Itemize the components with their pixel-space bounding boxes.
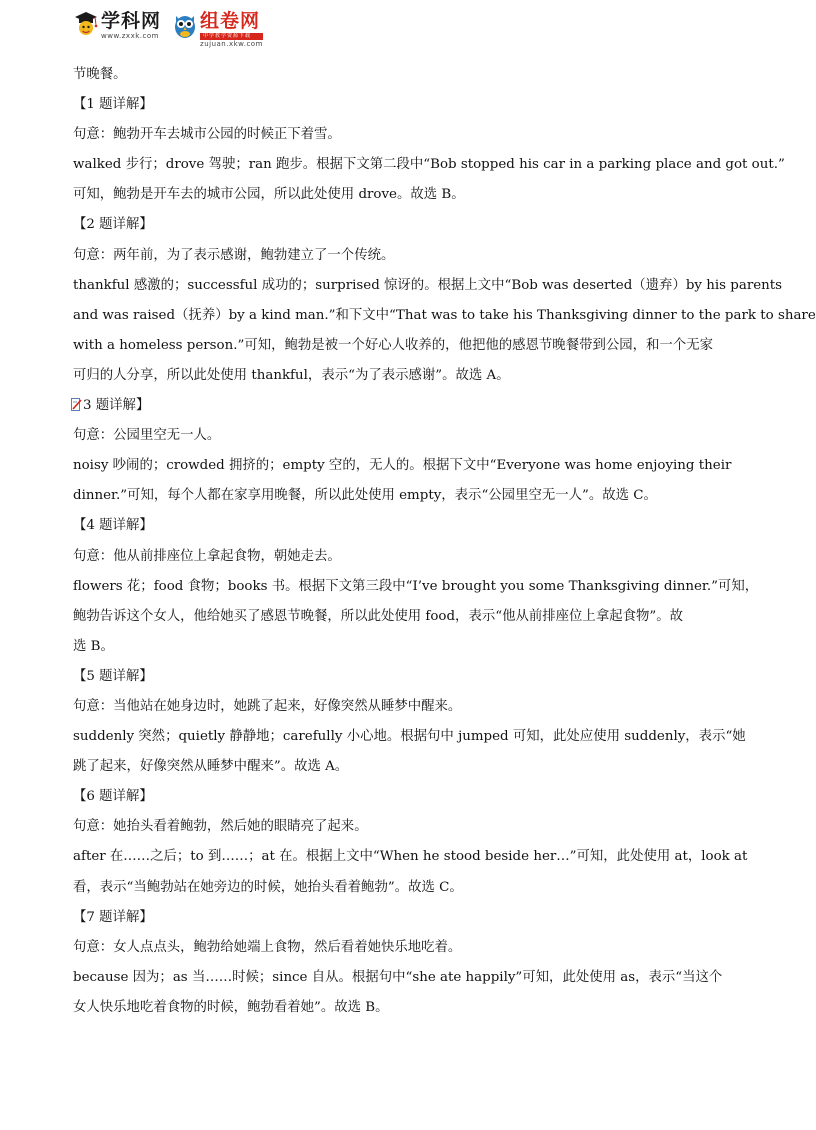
text-line: dinner.”可知，每个人都在家享用晚餐，所以此处使用 empty，表示“公园里空无一人”。故选 C。 (73, 488, 657, 504)
text-line: noisy 吵闹的；crowded 拥挤的；empty 空的，无人的。根据下文中“Everyone was home enjoying their (73, 458, 732, 474)
text-line: 可归的人分享，所以此处使用 thankful，表示“为了表示感谢”。故选 A。 (73, 367, 510, 383)
text-line: 句意：两年前，为了表示感谢，鲍勃建立了一个传统。 (73, 247, 395, 263)
section-heading-4: 【4 题详解】 (73, 518, 153, 534)
text-line: 句意：公园里空无一人。 (73, 428, 221, 444)
text-line: 句意：她抬头看着鲍勃，然后她的眼睛亮了起来。 (73, 819, 368, 835)
xuekewang-name: 学科网 (101, 10, 162, 32)
section-heading-3-row (73, 391, 729, 421)
text-line: with a homeless person.”可知，鲍勃是被一个好心人收养的，他把他的感恩节晚餐带到公园，和一个无家 (73, 337, 713, 353)
section-heading-3: 3 题详解】 (83, 398, 150, 414)
answer-explanations (73, 60, 816, 1023)
text-line: 句意：女人点点头，鲍勃给她端上食物，然后看着她快乐地吃着。 (73, 939, 462, 955)
text-line: 节晚餐。 (73, 67, 127, 82)
text-line: after 在……之后；to 到……；at 在。根据上文中“When he stood beside her…”可知，此处使用 at，look at (73, 849, 748, 865)
text-line: 可知，鲍勃是开车去的城市公园，所以此处使用 drove。故选 B。 (73, 187, 465, 203)
xuekewang-logo (74, 10, 161, 41)
text-line: thankful 感激的；successful 成功的；surprised 惊讶的。根据上文中“Bob was deserted（遗弃）by his parents (73, 277, 783, 293)
text-line: 女人快乐地吃着食物的时候，鲍勃看着她”。故选 B。 (73, 999, 389, 1015)
section-heading-1: 【1 题详解】 (73, 97, 153, 113)
zujuanwang-url: zujuan.xkw.com (200, 40, 263, 48)
text-line: because 因为；as 当……时候；since 自从。根据句中“she ate happily”可知，此处使用 as，表示“当这个 (73, 969, 723, 985)
pencil-note-icon (71, 398, 82, 411)
section-heading-6: 【6 题详解】 (73, 789, 153, 805)
xuekewang-url: www.zxxk.com (101, 32, 159, 40)
text-line: 句意：鲍勃开车去城市公园的时候正下着雪。 (73, 127, 341, 143)
section-heading-7: 【7 题详解】 (73, 909, 153, 925)
text-line: and was raised（抚养）by a kind man.”和下文中“That was to take his Thanksgiving dinner to the park to share (73, 307, 816, 323)
text-line: 句意：他从前排座位上拿起食物，朝她走去。 (73, 548, 341, 564)
text-line: 选 B。 (73, 638, 114, 654)
page-header (74, 10, 275, 50)
zujuanwang-tag: 中学教学资源下载 (200, 33, 263, 40)
zujuanwang-logo (173, 10, 263, 49)
zujuanwang-name: 组卷网 (200, 10, 261, 32)
text-line: flowers 花；food 食物；books 书。根据下文第三段中“I’ve brought you some Thanksgiving dinner.”可知， (73, 578, 759, 594)
section-heading-2: 【2 题详解】 (73, 217, 153, 233)
text-line: 看，表示“当鲍勃站在她旁边的时候，她抬头看着鲍勃”。故选 C。 (73, 879, 463, 895)
text-line: suddenly 突然；quietly 静静地；carefully 小心地。根据句中 jumped 可知，此处应使用 suddenly，表示“她 (73, 729, 746, 745)
text-line: 鲍勃告诉这个女人，他给她买了感恩节晚餐，所以此处使用 food，表示“他从前排座位上拿起食物”。故 (73, 608, 684, 624)
text-line: 跳了起来，好像突然从睡梦中醒来”。故选 A。 (73, 759, 349, 775)
text-line: 句意：当他站在她身边时，她跳了起来，好像突然从睡梦中醒来。 (73, 698, 462, 714)
text-line: walked 步行；drove 驾驶；ran 跑步。根据下文第二段中“Bob stopped his car in a parking place and got out.” (73, 157, 785, 173)
owl-icon (173, 10, 197, 40)
section-heading-5: 【5 题详解】 (73, 668, 153, 684)
mortarboard-student-icon (74, 10, 98, 40)
